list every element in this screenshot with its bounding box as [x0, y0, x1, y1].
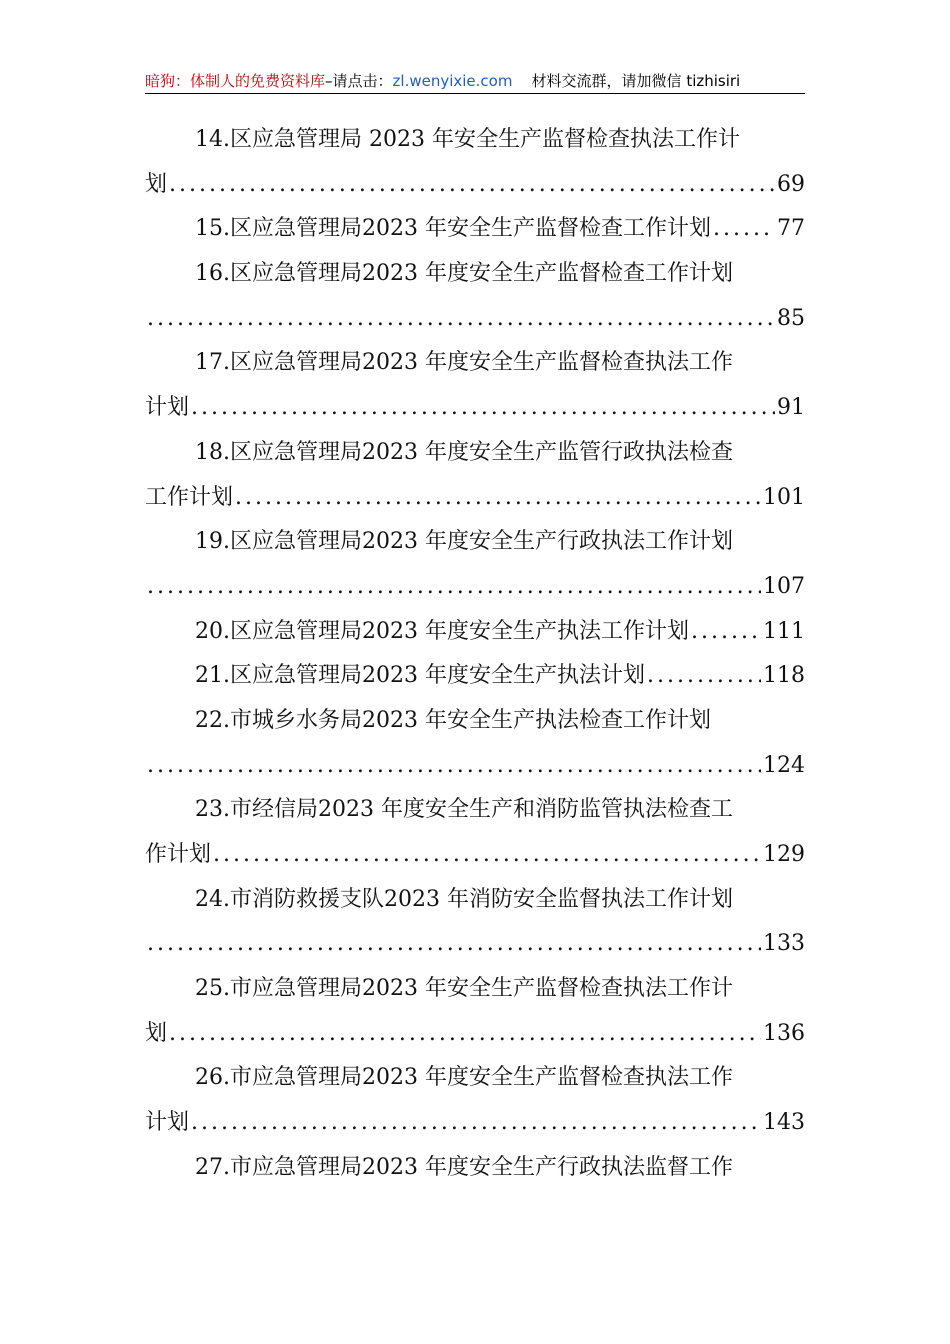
- toc-dot-leader: [191, 1101, 761, 1146]
- toc-page-number: 133: [763, 931, 805, 957]
- toc-entry-title: 17.区应急管理局2023 年度安全生产监督检查执法工作: [195, 350, 733, 376]
- toc-entry-line[interactable]: [145, 788, 805, 833]
- header-prompt: –请点击：: [325, 72, 393, 90]
- toc-page-number: 118: [763, 663, 805, 689]
- toc-entry-continuation[interactable]: [145, 163, 805, 208]
- header-divider: [145, 93, 805, 94]
- toc-entry-line[interactable]: [145, 207, 805, 252]
- table-of-contents: [145, 118, 805, 1191]
- toc-page-number: 143: [763, 1110, 805, 1136]
- toc-entry-line[interactable]: [145, 967, 805, 1012]
- header-brand: 暗狗：体制人的免费资料库: [145, 72, 326, 90]
- toc-dot-leader: [691, 610, 761, 655]
- toc-entry-continuation[interactable]: [145, 1012, 805, 1057]
- toc-entry-title: 16.区应急管理局2023 年度安全生产监督检查工作计划: [195, 261, 733, 287]
- toc-page-number: 111: [763, 618, 805, 644]
- toc-entry-line[interactable]: [145, 1056, 805, 1101]
- toc-entry-line[interactable]: [145, 654, 805, 699]
- toc-entry-title-cont: 计划: [145, 1110, 190, 1136]
- toc-entry-title: 15.区应急管理局2023 年安全生产监督检查工作计划: [195, 216, 711, 242]
- toc-entry-line[interactable]: [145, 610, 805, 655]
- toc-entry-continuation[interactable]: [145, 565, 805, 610]
- toc-entry-line[interactable]: [145, 520, 805, 565]
- toc-dot-leader: [147, 922, 761, 967]
- toc-entry-continuation[interactable]: [145, 476, 805, 521]
- toc-dot-leader: [147, 744, 761, 789]
- toc-entry-title: 26.市应急管理局2023 年度安全生产监督检查执法工作: [195, 1065, 733, 1091]
- toc-page-number: 77: [777, 216, 805, 242]
- toc-entry-line[interactable]: [145, 252, 805, 297]
- toc-entry-title: 18.区应急管理局2023 年度安全生产监管行政执法检查: [195, 439, 733, 465]
- header-group-note: 材料交流群，请加微信 tizhisiri: [531, 72, 741, 90]
- toc-page-number: 136: [763, 1020, 805, 1046]
- toc-page-number: 107: [763, 573, 805, 599]
- toc-dot-leader: [235, 476, 761, 521]
- toc-dot-leader: [191, 386, 775, 431]
- toc-entry-title-cont: 作计划: [145, 842, 212, 867]
- toc-entry-continuation[interactable]: [145, 1101, 805, 1146]
- toc-entry-line[interactable]: [145, 341, 805, 386]
- toc-entry-title-cont: 计划: [145, 395, 190, 421]
- toc-dot-leader: [713, 207, 775, 252]
- toc-entry-title: 20.区应急管理局2023 年度安全生产执法工作计划: [195, 618, 689, 644]
- toc-entry-line[interactable]: [145, 699, 805, 744]
- toc-page-number: 129: [763, 842, 805, 867]
- toc-entry-line[interactable]: [145, 118, 805, 163]
- toc-entry-continuation[interactable]: [145, 744, 805, 789]
- toc-entry-line[interactable]: [145, 431, 805, 476]
- toc-entry-continuation[interactable]: [145, 833, 805, 878]
- header-url-link[interactable]: zl.wenyixie.com: [392, 72, 513, 90]
- toc-entry-continuation[interactable]: [145, 297, 805, 342]
- toc-entry-line[interactable]: [145, 878, 805, 923]
- toc-entry-title: 23.市经信局2023 年度安全生产和消防监管执法检查工: [195, 797, 733, 823]
- toc-page-number: 101: [763, 484, 805, 510]
- toc-entry-title-cont: 划: [145, 1020, 168, 1046]
- toc-dot-leader: [147, 565, 761, 610]
- toc-page-number: 85: [777, 305, 805, 331]
- toc-entry-title: 24.市消防救援支队2023 年消防安全监督执法工作计划: [195, 886, 733, 912]
- toc-page-number: 69: [777, 171, 805, 197]
- toc-entry-line[interactable]: [145, 1146, 805, 1191]
- toc-page-number: 91: [777, 395, 805, 421]
- toc-entry-title: 27.市应急管理局2023 年度安全生产行政执法监督工作: [195, 1154, 733, 1180]
- toc-entry-continuation[interactable]: [145, 386, 805, 431]
- toc-entry-title: 21.区应急管理局2023 年度安全生产执法计划: [195, 663, 645, 689]
- toc-dot-leader: [647, 654, 761, 699]
- toc-entry-title: 25.市应急管理局2023 年安全生产监督检查执法工作计: [195, 976, 733, 1002]
- toc-entry-title: 14.区应急管理局 2023 年安全生产监督检查执法工作计: [195, 127, 740, 152]
- toc-entry-title-cont: 划: [145, 171, 168, 197]
- toc-entry-title-cont: 工作计划: [145, 484, 234, 510]
- toc-dot-leader: [169, 163, 775, 208]
- toc-entry-title: 22.市城乡水务局2023 年安全生产执法检查工作计划: [195, 707, 711, 733]
- toc-dot-leader: [213, 833, 761, 878]
- toc-entry-continuation[interactable]: [145, 922, 805, 967]
- toc-dot-leader: [169, 1012, 761, 1057]
- toc-entry-title: 19.区应急管理局2023 年度安全生产行政执法工作计划: [195, 529, 733, 555]
- toc-page-number: 124: [763, 752, 805, 778]
- toc-dot-leader: [147, 297, 775, 342]
